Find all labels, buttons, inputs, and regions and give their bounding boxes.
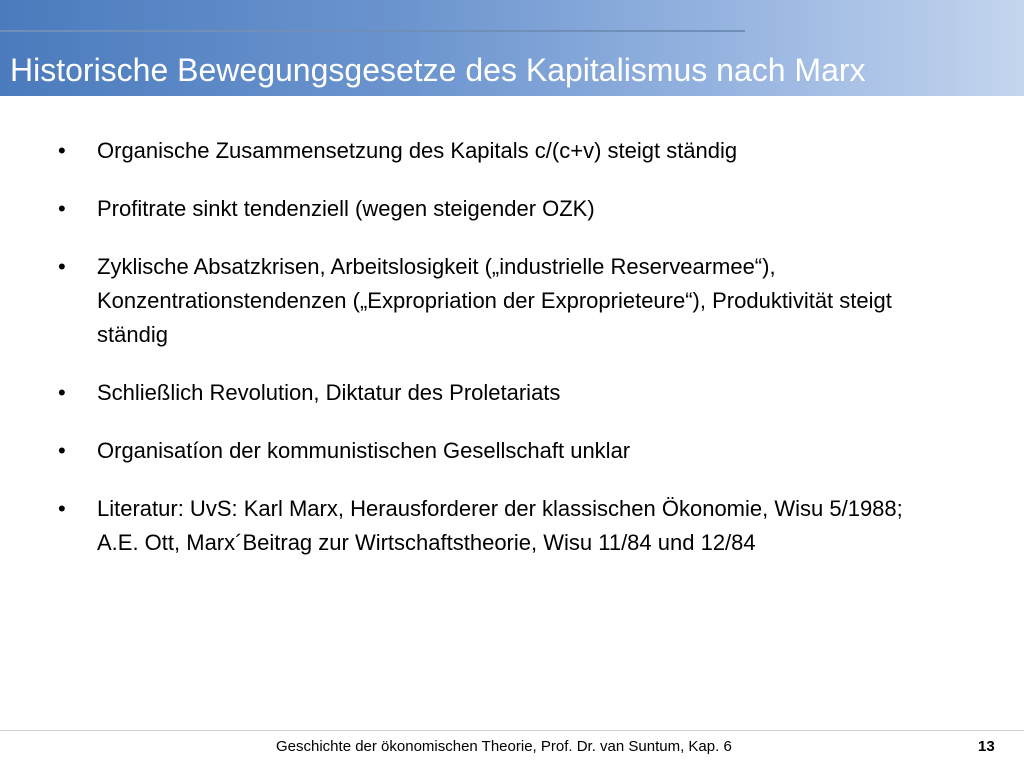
footer-divider xyxy=(0,730,1024,731)
bullet-icon: • xyxy=(58,138,66,163)
bullet-icon: • xyxy=(58,254,66,279)
bullet-text: Organische Zusammensetzung des Kapitals c/(c+v) steigt ständig xyxy=(97,138,738,163)
bullet-icon: • xyxy=(58,496,66,521)
page-number: 13 xyxy=(978,738,995,755)
bullet-text: Literatur: UvS: Karl Marx, Herausforderer der klassischen Ökonomie, Wisu 5/1988; A.E. Ott, Marx´Beitrag zur Wirtschaftstheorie, Wisu 11/84 und 12/84 xyxy=(97,496,903,555)
bullet-icon: • xyxy=(58,438,66,463)
bullet-text: Profitrate sinkt tendenziell (wegen steigender OZK) xyxy=(97,196,595,221)
bullet-item xyxy=(58,434,938,468)
header-divider xyxy=(0,30,745,32)
bullet-text: Organisatíon der kommunistischen Gesellschaft unklar xyxy=(97,438,631,463)
bullet-item xyxy=(58,134,938,168)
footer-text: Geschichte der ökonomischen Theorie, Prof. Dr. van Suntum, Kap. 6 xyxy=(276,738,732,755)
bullet-item xyxy=(58,492,938,560)
bullet-item xyxy=(58,250,938,352)
bullet-icon: • xyxy=(58,380,66,405)
bullet-list xyxy=(58,134,938,584)
bullet-text: Zyklische Absatzkrisen, Arbeitslosigkeit („industrielle Reservearmee“), Konzentrationstendenzen („Expropriation der Exproprieteure“), Produktivität steigt ständig xyxy=(97,254,892,347)
bullet-icon: • xyxy=(58,196,66,221)
slide-title: Historische Bewegungsgesetze des Kapitalismus nach Marx xyxy=(10,52,866,88)
bullet-item xyxy=(58,192,938,226)
bullet-text: Schließlich Revolution, Diktatur des Proletariats xyxy=(97,380,561,405)
bullet-item xyxy=(58,376,938,410)
